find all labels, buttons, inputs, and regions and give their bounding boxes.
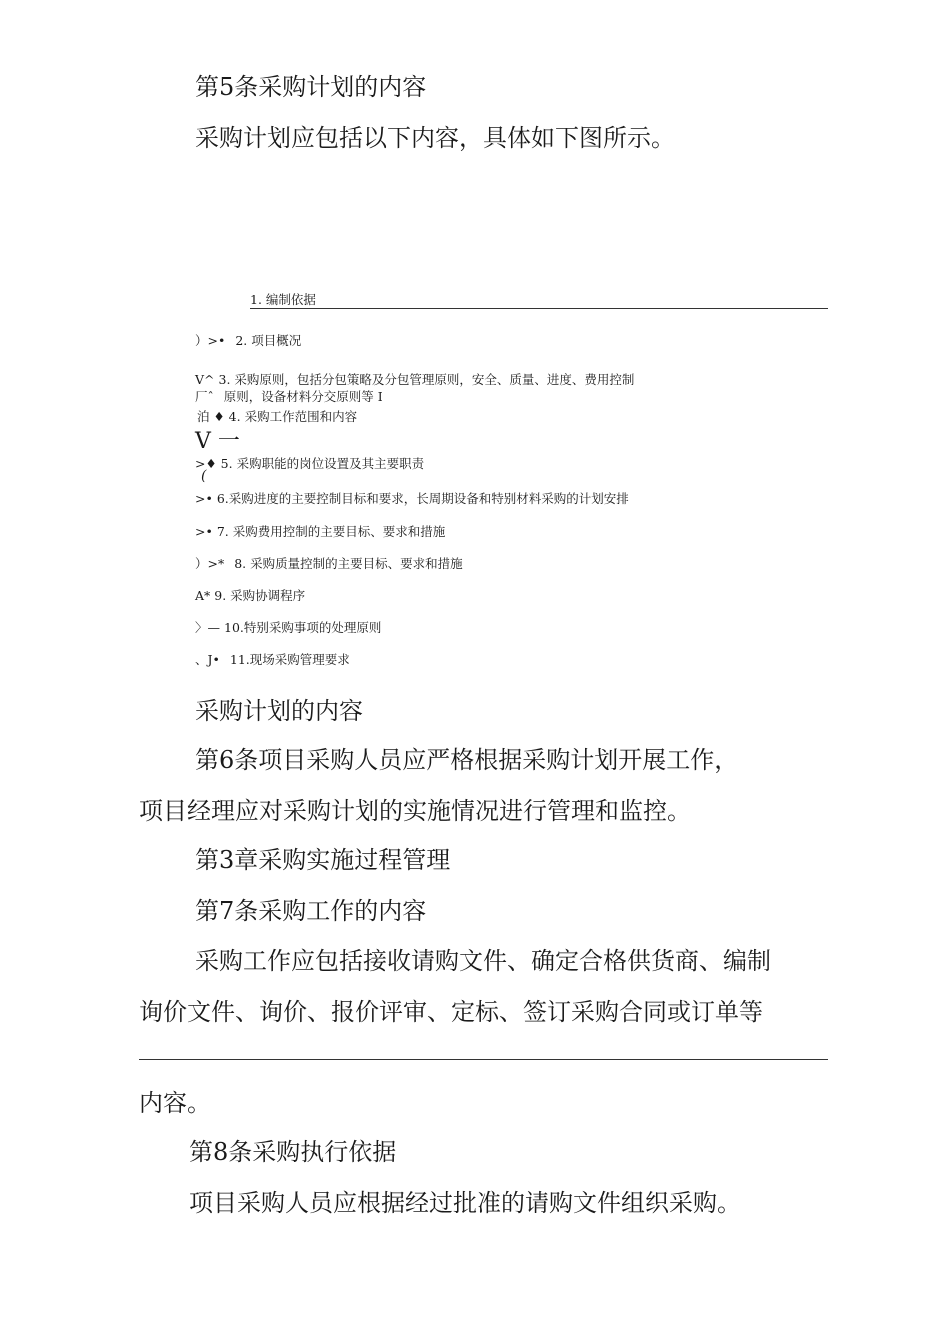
article5-intro: 采购计划应包括以下内容，具体如下图所示。: [195, 124, 675, 152]
article7-line3: 内容。: [139, 1089, 211, 1117]
item-text: 6.采购进度的主要控制目标和要求，长周期设备和特别材料采购的计划安排: [216, 491, 629, 506]
item-text: 10.特别采购事项的处理原则: [224, 620, 382, 635]
page-break-rule: [139, 1059, 828, 1060]
figure-item-1: 1. 编制依据: [250, 292, 316, 307]
item-prefix: A*: [195, 588, 211, 603]
figure-item-3-cont: [195, 389, 383, 405]
item-text: 11.现场采购管理要求: [229, 652, 350, 667]
figure-paren-mark: (: [201, 468, 207, 484]
item-prefix: 〉—: [195, 620, 221, 635]
item-text: 5. 采购职能的岗位设置及其主要职责: [220, 456, 425, 471]
figure-item-3: [195, 372, 634, 388]
article7-line2: 询价文件、询价、报价评审、定标、签订采购合同或订单等: [139, 998, 763, 1026]
chapter3-title: 第3章采购实施过程管理: [195, 846, 451, 874]
article5-title: 第5条采购计划的内容: [195, 73, 427, 101]
figure-item-10: [195, 620, 381, 636]
item-prefix: ）>*: [195, 556, 225, 571]
item-prefix: 厂ˆ: [195, 389, 214, 404]
item-prefix: 、J•: [195, 652, 220, 667]
item-text: 8. 采购质量控制的主要目标、要求和措施: [234, 556, 463, 571]
item-text: 2. 项目概况: [235, 333, 302, 348]
figure-item-7: [195, 524, 445, 540]
item-prefix: >•: [195, 524, 213, 539]
item-text: 9. 采购协调程序: [214, 588, 306, 603]
article8-body: 项目采购人员应根据经过批准的请购文件组织采购。: [189, 1189, 741, 1217]
article6-line2: 项目经理应对采购计划的实施情况进行管理和监控。: [139, 797, 691, 825]
figure-item-5: [195, 456, 424, 472]
item-prefix: >•: [195, 491, 213, 506]
item-prefix: V^: [195, 372, 215, 387]
figure-caption: 采购计划的内容: [195, 697, 363, 725]
item-text: 原则，设备材料分交原则等 I: [223, 389, 383, 404]
item-prefix: ）>•: [195, 333, 226, 348]
article6-line1: 第6条项目采购人员应严格根据采购计划开展工作，: [195, 746, 739, 774]
figure-top-rule: [250, 308, 828, 309]
figure-item-9: [195, 588, 305, 604]
article7-line1: 采购工作应包括接收请购文件、确定合格供货商、编制: [195, 947, 771, 975]
item-prefix: >♦: [195, 456, 217, 471]
figure-v-mark: V 一: [195, 429, 240, 454]
figure-item-8: [195, 556, 463, 572]
article7-title: 第7条采购工作的内容: [195, 897, 427, 925]
item-text: 3. 采购原则，包括分包策略及分包管理原则，安全、质量、进度、费用控制: [218, 372, 635, 387]
article8-title: 第8条采购执行依据: [189, 1138, 397, 1166]
figure-item-4: [197, 409, 357, 425]
figure-item-11: [195, 652, 350, 668]
figure-item-2: [195, 333, 301, 349]
item-text: 4. 采购工作范围和内容: [228, 409, 358, 424]
figure-item-6: [195, 491, 629, 507]
item-text: 7. 采购费用控制的主要目标、要求和措施: [216, 524, 446, 539]
item-prefix: 泊 ♦: [197, 409, 225, 424]
